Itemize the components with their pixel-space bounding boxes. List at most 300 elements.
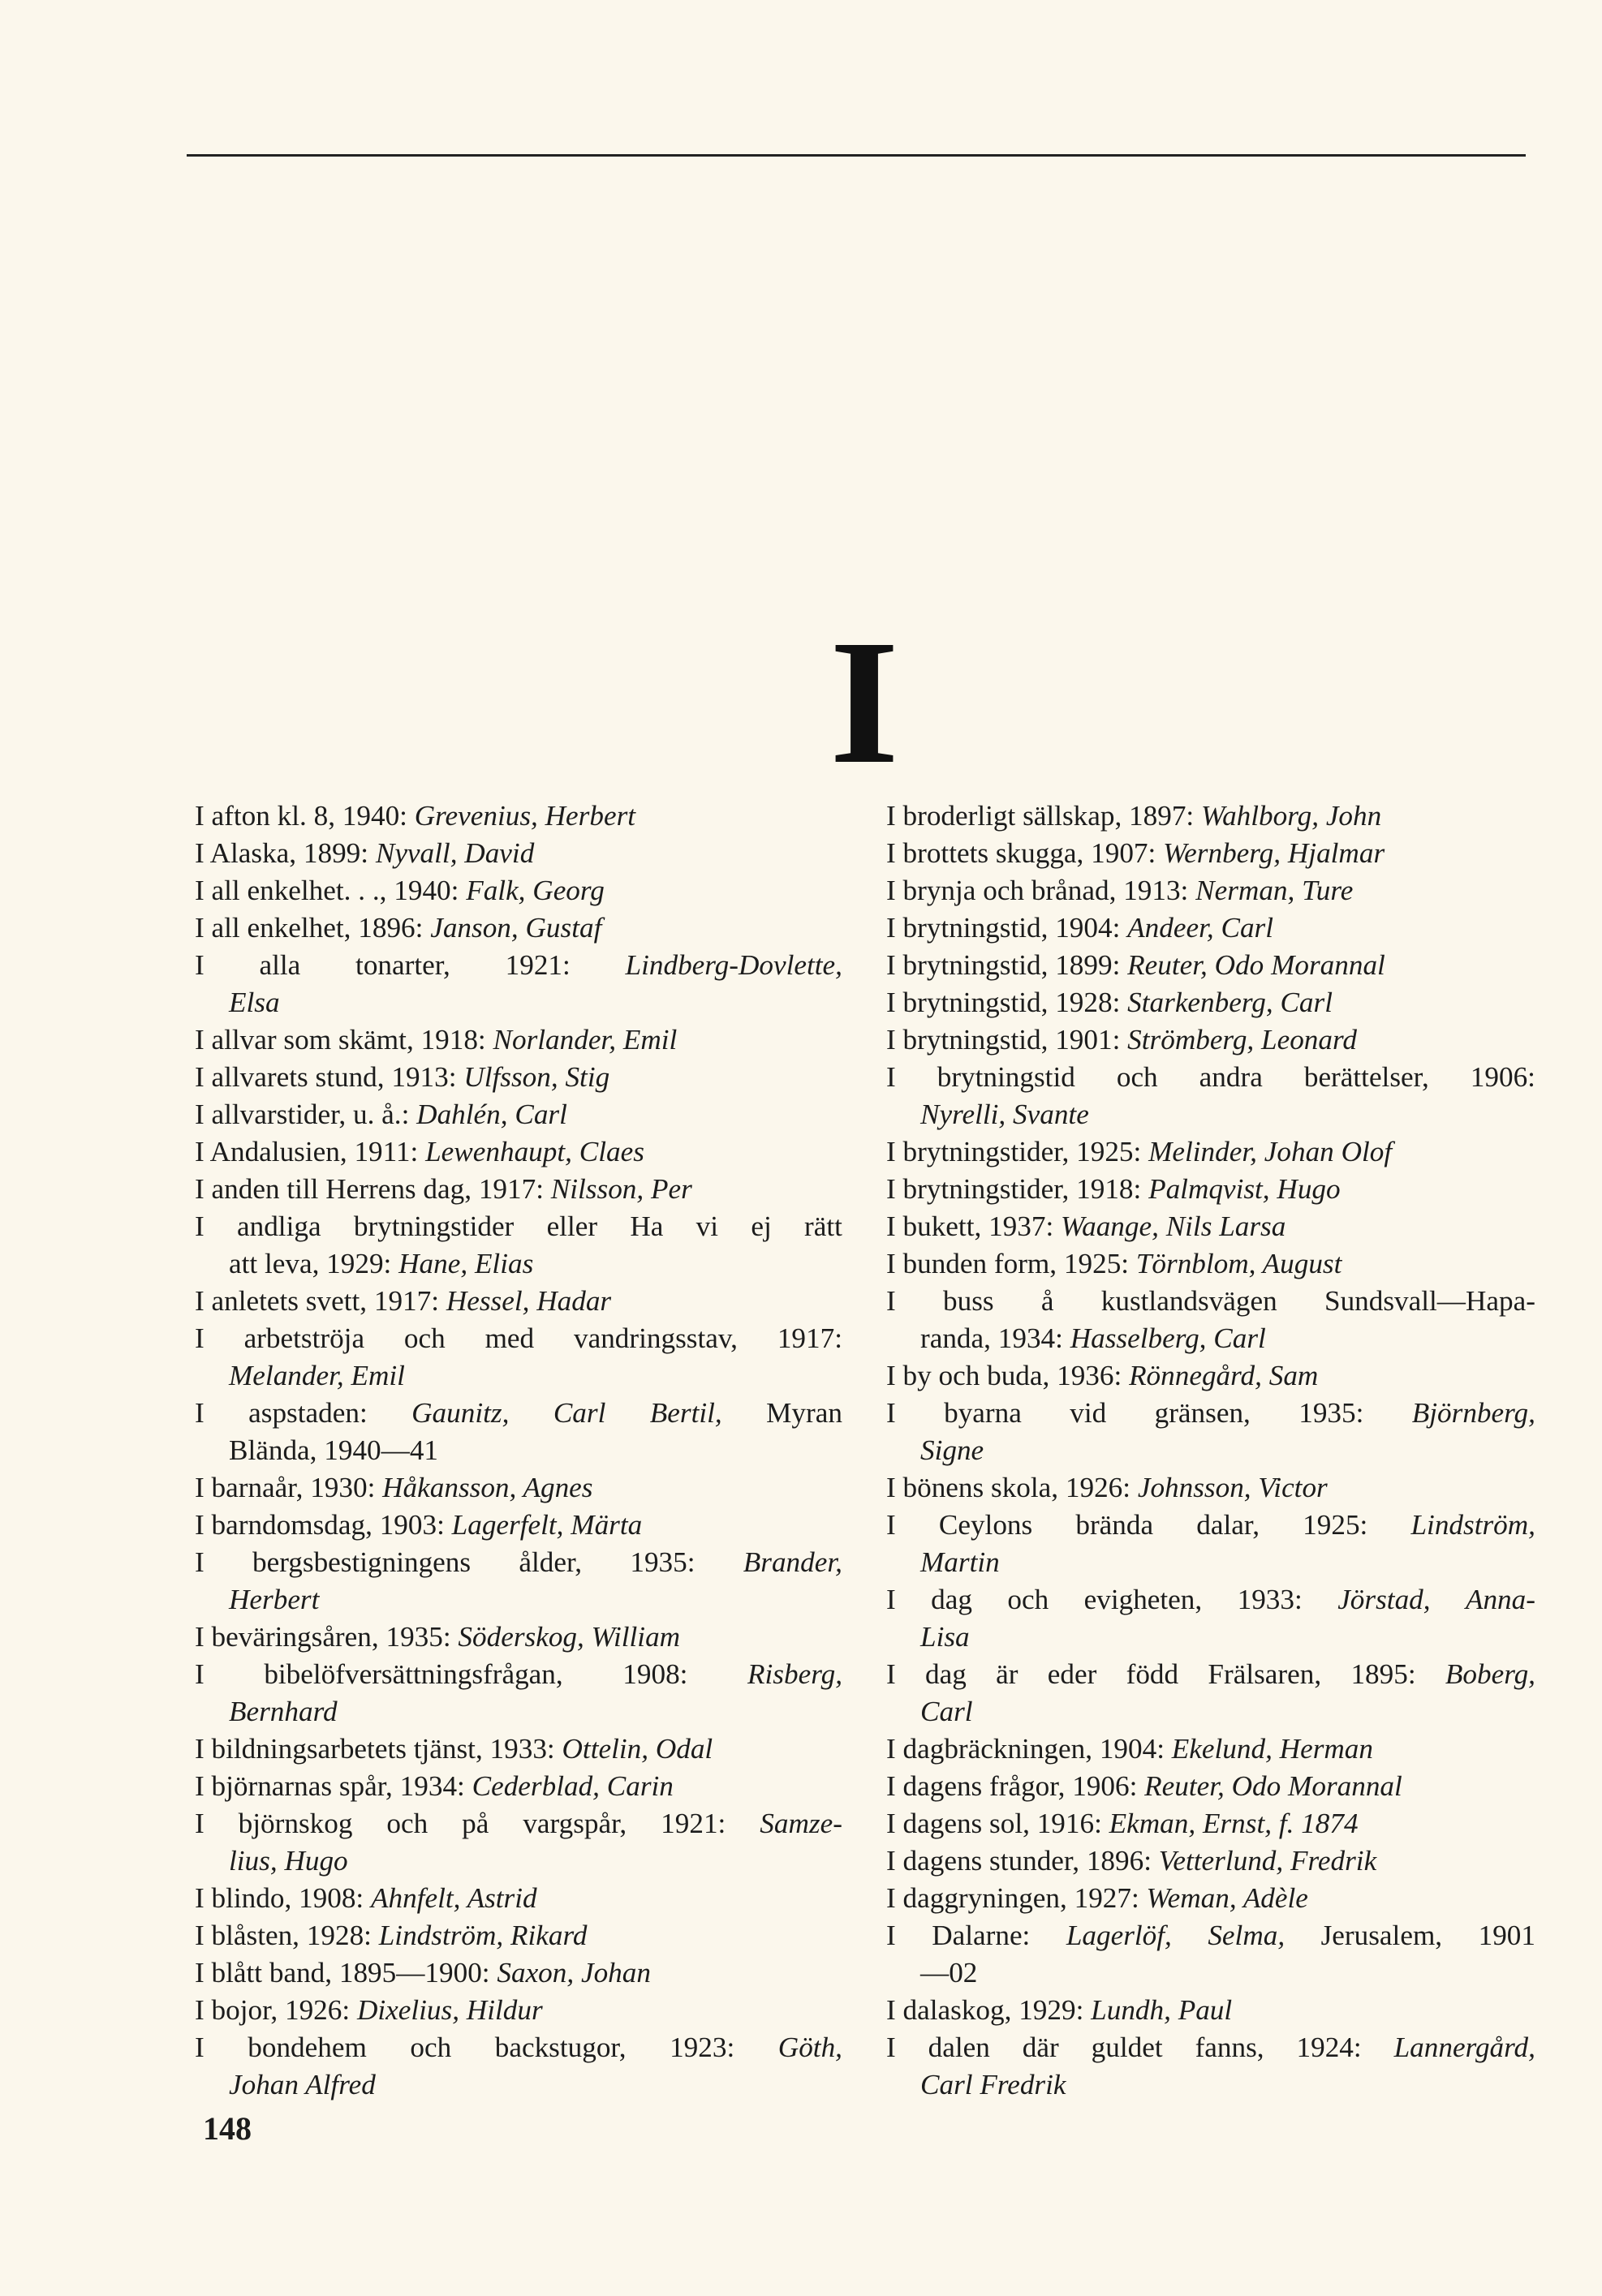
index-entry-line xyxy=(886,1021,1535,1059)
author-name: Saxon, xyxy=(497,1957,581,1989)
author-name: Carl xyxy=(1213,1322,1266,1354)
index-entry-line xyxy=(886,1432,1535,1469)
title-text: 1935: xyxy=(630,1546,695,1578)
title-text: bibelöfversättningsfrågan, xyxy=(264,1658,563,1690)
title-text: 1940: xyxy=(342,800,415,832)
author-name: Melinder, xyxy=(1148,1136,1264,1167)
index-entry-line xyxy=(195,1432,842,1469)
author-name: Bertil, xyxy=(649,1397,722,1429)
title-text: och xyxy=(1116,1061,1158,1093)
title-text: frågor, xyxy=(989,1770,1073,1802)
title-text: I xyxy=(886,1658,896,1690)
index-entry-line xyxy=(886,1693,1535,1731)
title-text: bunden xyxy=(902,1248,994,1279)
title-text: 1921: xyxy=(661,1808,726,1839)
index-entry-line xyxy=(886,1656,1535,1693)
author-name: Cederblad, xyxy=(472,1770,607,1802)
index-entry xyxy=(886,909,1535,947)
author-name: Andeer, xyxy=(1127,912,1221,944)
title-text: buss xyxy=(943,1285,994,1317)
title-text: 1899: xyxy=(1055,949,1128,981)
index-entry xyxy=(886,1917,1535,1992)
title-text: som xyxy=(283,1024,338,1056)
author-name: Ahnfelt, xyxy=(371,1882,467,1914)
title-text: dag, xyxy=(423,1173,479,1205)
index-entry xyxy=(195,1320,842,1395)
index-entry-line xyxy=(886,1171,1535,1208)
title-text: I xyxy=(195,1173,212,1205)
author-name: Törnblom, xyxy=(1135,1248,1263,1279)
author-name: Fredrik xyxy=(980,2069,1066,2100)
title-text: buda, xyxy=(987,1360,1057,1391)
title-text: aspstaden: xyxy=(248,1397,368,1429)
title-text: I xyxy=(195,949,205,981)
title-text: Myran xyxy=(766,1397,842,1429)
index-entry-line xyxy=(195,872,842,909)
index-entry-line xyxy=(886,1320,1535,1357)
index-entry-line xyxy=(195,1059,842,1096)
index-entry-line xyxy=(886,947,1535,984)
author-name: Märta xyxy=(571,1509,643,1541)
title-text: 1917: xyxy=(777,1322,842,1354)
author-name: Morannal xyxy=(1288,1770,1402,1802)
title-text: brända xyxy=(1075,1509,1154,1541)
title-text: berättelser, xyxy=(1303,1061,1429,1093)
index-entry xyxy=(886,1992,1535,2029)
index-entry xyxy=(886,1208,1535,1245)
title-text: bondehem xyxy=(248,2032,367,2063)
title-text: I xyxy=(195,1733,212,1765)
index-entry-line xyxy=(195,909,842,947)
index-entry xyxy=(195,1283,842,1320)
index-entry xyxy=(195,2029,842,2104)
title-text: Dalarne: xyxy=(932,1920,1031,1951)
title-text: 1906: xyxy=(1470,1061,1535,1093)
title-text: 1935: xyxy=(385,1621,459,1653)
title-text: 1924: xyxy=(1296,2032,1362,2063)
index-entry-line xyxy=(195,1619,842,1656)
author-name: Wernberg, xyxy=(1163,837,1288,869)
title-text: är xyxy=(996,1658,1018,1690)
title-text: 1904: xyxy=(1099,1733,1172,1765)
author-name: Rikard xyxy=(510,1920,588,1951)
title-text: 1913: xyxy=(391,1061,464,1093)
author-name: Herman xyxy=(1279,1733,1373,1765)
title-text: brytningstid, xyxy=(902,1024,1056,1056)
title-text: dagens xyxy=(902,1808,990,1839)
index-entry-line xyxy=(195,1544,842,1581)
author-name: Lagerlöf, xyxy=(1066,1920,1172,1951)
title-text: I xyxy=(195,1099,212,1130)
index-entry xyxy=(886,1395,1535,1469)
author-name: 1874 xyxy=(1301,1808,1359,1839)
title-text: 1896: xyxy=(1086,1845,1159,1877)
index-entry-line xyxy=(195,947,842,984)
title-text: I xyxy=(886,1770,903,1802)
author-name: Gaunitz, xyxy=(411,1397,510,1429)
title-text: tonarter, xyxy=(355,949,450,981)
author-name: Fredrik xyxy=(1290,1845,1377,1877)
title-text: I xyxy=(195,875,212,906)
author-name: Boberg, xyxy=(1445,1658,1535,1690)
index-entry xyxy=(886,1842,1535,1880)
index-entry xyxy=(886,1245,1535,1283)
title-text: 1896: xyxy=(358,912,431,944)
author-name: Carin xyxy=(606,1770,674,1802)
title-text: I xyxy=(195,1061,212,1093)
title-text: 1901: xyxy=(1055,1024,1128,1056)
title-text: ., xyxy=(372,875,394,906)
index-entry-line xyxy=(886,1469,1535,1507)
title-text: dalar, xyxy=(1196,1509,1260,1541)
author-name: Dixelius, xyxy=(356,1994,467,2026)
title-text: I xyxy=(886,837,903,869)
index-entry xyxy=(195,1208,842,1283)
author-name: Hjalmar xyxy=(1287,837,1385,869)
author-name: Hildur xyxy=(466,1994,543,2026)
author-name: Stig xyxy=(565,1061,610,1093)
title-text: vi xyxy=(695,1210,719,1242)
author-name: Håkansson, xyxy=(382,1472,523,1503)
index-entry xyxy=(195,1133,842,1171)
author-name: Gustaf xyxy=(525,912,602,944)
author-name: Weman, xyxy=(1146,1882,1243,1914)
title-text: I xyxy=(195,1621,212,1653)
title-text: I xyxy=(195,1546,205,1578)
title-text: I xyxy=(195,1322,205,1354)
author-name: Bernhard xyxy=(229,1696,338,1727)
index-entry xyxy=(886,1581,1535,1656)
title-text: Jerusalem, xyxy=(1320,1920,1443,1951)
title-text: I xyxy=(886,949,903,981)
index-entry xyxy=(195,1768,842,1805)
title-text: brytningstid, xyxy=(902,912,1056,944)
index-column-right xyxy=(886,798,1535,2104)
index-entry-line xyxy=(886,1208,1535,1245)
index-entry xyxy=(886,1133,1535,1171)
author-name: Leonard xyxy=(1261,1024,1357,1056)
index-entry-line xyxy=(195,1133,842,1171)
author-name: Nilsson, xyxy=(550,1173,651,1205)
index-entry-line xyxy=(886,1842,1535,1880)
title-text: all xyxy=(211,912,248,944)
title-text: brynja xyxy=(902,875,984,906)
index-entry xyxy=(886,1507,1535,1581)
author-name: Martin xyxy=(920,1546,1000,1578)
title-text: ålder, xyxy=(519,1546,583,1578)
title-text: Frälsaren, xyxy=(1208,1658,1322,1690)
title-text: 1936: xyxy=(1057,1360,1130,1391)
title-text: I xyxy=(195,837,210,869)
title-text: 1929: xyxy=(1018,1994,1092,2026)
title-text: allvarets xyxy=(211,1061,316,1093)
index-entry-line xyxy=(195,1021,842,1059)
title-text: evigheten, xyxy=(1083,1584,1203,1615)
author-name: John xyxy=(1325,800,1382,832)
title-text: sällskap, xyxy=(1023,800,1130,832)
title-text: anletets xyxy=(211,1285,306,1317)
title-text: bergsbestigningens xyxy=(252,1546,472,1578)
title-text: alla xyxy=(259,949,301,981)
index-entry-line xyxy=(195,1320,842,1357)
title-text: andliga xyxy=(237,1210,321,1242)
title-text: 1901 xyxy=(1478,1920,1535,1951)
title-text: leva, xyxy=(264,1248,327,1279)
title-text: född xyxy=(1126,1658,1179,1690)
title-text: vid xyxy=(1070,1397,1107,1429)
author-name: Larsa xyxy=(1219,1210,1286,1242)
title-text: I xyxy=(886,1285,896,1317)
title-text: med xyxy=(484,1322,535,1354)
title-text: I xyxy=(886,1397,896,1429)
title-text: spår, xyxy=(338,1770,400,1802)
author-name: Carl xyxy=(1280,987,1333,1018)
title-text: I xyxy=(886,1733,903,1765)
title-text: 1918: xyxy=(1076,1173,1149,1205)
author-name: Wahlborg, xyxy=(1201,800,1326,832)
title-text: anden xyxy=(211,1173,287,1205)
author-name: Paul xyxy=(1178,1994,1233,2026)
author-name: Adèle xyxy=(1242,1882,1308,1914)
author-name: Carl xyxy=(920,1696,973,1727)
index-entry-line xyxy=(886,798,1535,835)
index-entry xyxy=(195,1619,842,1656)
title-text: I xyxy=(886,1136,903,1167)
author-name: Nerman, xyxy=(1195,875,1303,906)
index-entry xyxy=(195,909,842,947)
author-name: Lannergård, xyxy=(1393,2032,1535,2063)
title-text: tjänst, xyxy=(413,1733,490,1765)
author-name: Per xyxy=(650,1173,692,1205)
title-text: I xyxy=(195,912,212,944)
title-text: eder xyxy=(1047,1658,1097,1690)
author-name: Falk, xyxy=(466,875,533,906)
title-text: och xyxy=(1007,1584,1049,1615)
title-text: I xyxy=(886,987,903,1018)
index-entry xyxy=(195,1656,842,1731)
title-text: 8, xyxy=(313,800,342,832)
title-text: 1917: xyxy=(478,1173,551,1205)
title-text: barnaår, xyxy=(211,1472,311,1503)
title-text: 1934: xyxy=(399,1770,472,1802)
author-name: Hugo xyxy=(1277,1173,1341,1205)
author-name: Ekelund, xyxy=(1171,1733,1280,1765)
title-text: enkelhet. xyxy=(247,875,359,906)
author-name: Ture xyxy=(1302,875,1354,906)
author-name: Ekman, xyxy=(1109,1808,1203,1839)
author-name: Ernst, xyxy=(1202,1808,1279,1839)
title-text: eller xyxy=(546,1210,598,1242)
author-name: William xyxy=(591,1621,681,1653)
title-text: 1908: xyxy=(622,1658,688,1690)
title-text: guldet xyxy=(1091,2032,1163,2063)
author-name: Emil xyxy=(351,1360,405,1391)
index-entry-line xyxy=(886,1768,1535,1805)
author-name: Lindström, xyxy=(1410,1509,1535,1541)
author-name: Carl xyxy=(515,1099,567,1130)
index-entry xyxy=(886,1805,1535,1842)
index-entry-line xyxy=(886,1917,1535,1954)
author-name: Jörstad, xyxy=(1337,1584,1431,1615)
index-entry xyxy=(195,947,842,1021)
title-text: I xyxy=(195,1808,205,1839)
title-text: u. xyxy=(352,1099,382,1130)
author-name: Svante xyxy=(1013,1099,1089,1130)
title-text: stunder, xyxy=(989,1845,1087,1877)
index-entry-line xyxy=(886,1395,1535,1432)
author-name: Carl xyxy=(553,1397,606,1429)
author-name: Lewenhaupt, xyxy=(425,1136,579,1167)
author-name: Herbert xyxy=(229,1584,320,1615)
index-entry-line xyxy=(886,1992,1535,2029)
title-text: I xyxy=(886,1248,903,1279)
index-entry-line xyxy=(195,1469,842,1507)
author-name: Lisa xyxy=(920,1621,970,1653)
author-name: Björnberg, xyxy=(1411,1397,1535,1429)
title-text: skola, xyxy=(991,1472,1066,1503)
title-text: 1906: xyxy=(1072,1770,1145,1802)
index-entry-line xyxy=(195,1768,842,1805)
title-text: björnskog xyxy=(238,1808,353,1839)
index-entry xyxy=(886,1059,1535,1133)
author-name: Norlander, xyxy=(493,1024,623,1056)
title-text: bojor, xyxy=(211,1994,285,2026)
index-entry-line xyxy=(886,1357,1535,1395)
author-name: f. xyxy=(1278,1808,1302,1839)
title-text: och xyxy=(403,1322,446,1354)
title-text: dalen xyxy=(928,2032,990,2063)
title-text: 1904: xyxy=(1055,912,1128,944)
index-entry-line xyxy=(886,1507,1535,1544)
author-name: Odo xyxy=(1214,949,1272,981)
title-text: broderligt xyxy=(902,800,1023,832)
index-entry xyxy=(886,1357,1535,1395)
title-text: björnarnas xyxy=(211,1770,339,1802)
title-text: I xyxy=(195,1285,212,1317)
index-entry-line xyxy=(195,1208,842,1245)
index-entry xyxy=(886,2029,1535,2104)
author-name: Göth, xyxy=(777,2032,842,2063)
title-text: 1926: xyxy=(1065,1472,1138,1503)
index-entry xyxy=(195,1059,842,1096)
title-text: I xyxy=(886,1024,903,1056)
title-text: Ha xyxy=(630,1210,664,1242)
title-text: 1916: xyxy=(1036,1808,1109,1839)
title-text: 1925: xyxy=(1063,1248,1136,1279)
index-entry xyxy=(886,835,1535,872)
title-text: andra xyxy=(1199,1061,1263,1093)
title-text: randa, xyxy=(920,1322,998,1354)
title-text: I xyxy=(195,1024,212,1056)
title-text: by xyxy=(902,1360,939,1391)
title-text: på xyxy=(462,1808,489,1839)
author-name: Nils xyxy=(1165,1210,1220,1242)
index-entry-line xyxy=(195,1805,842,1842)
title-text: 1928: xyxy=(306,1920,379,1951)
author-name: Waange, xyxy=(1061,1210,1166,1242)
index-entry-line xyxy=(195,1245,842,1283)
title-text: I xyxy=(195,1882,212,1914)
index-entry xyxy=(195,1021,842,1059)
index-entry-line xyxy=(886,1133,1535,1171)
title-text: allvarstider, xyxy=(211,1099,353,1130)
index-entry-line xyxy=(195,1656,842,1693)
author-name: Johan xyxy=(1264,1136,1341,1167)
title-text: 1895: xyxy=(1350,1658,1416,1690)
index-entry-line xyxy=(886,1581,1535,1619)
index-entry-line xyxy=(195,1096,842,1133)
author-name: Morannal xyxy=(1271,949,1385,981)
title-text: 1940: xyxy=(394,875,467,906)
title-text: kustlandsvägen xyxy=(1100,1285,1277,1317)
title-text: stund, xyxy=(315,1061,392,1093)
title-text: enkelhet, xyxy=(247,912,359,944)
index-entry-line xyxy=(195,1880,842,1917)
title-text: 1895—1900: xyxy=(338,1957,497,1989)
title-text: 1918: xyxy=(420,1024,493,1056)
title-text: I xyxy=(886,912,903,944)
author-name: Reuter, xyxy=(1127,949,1215,981)
title-text: I xyxy=(886,1808,903,1839)
author-name: Herbert xyxy=(545,800,636,832)
index-entry xyxy=(886,798,1535,835)
title-text: 1933: xyxy=(489,1733,562,1765)
title-text: 1903: xyxy=(379,1509,452,1541)
author-name: Claes xyxy=(579,1136,644,1167)
title-text: 1925: xyxy=(1076,1136,1149,1167)
index-entry-line xyxy=(886,909,1535,947)
title-text: dagbräckningen, xyxy=(902,1733,1100,1765)
title-text: I xyxy=(195,2032,205,2063)
title-text: I xyxy=(886,1584,896,1615)
author-name: Anna- xyxy=(1465,1584,1535,1615)
index-entry xyxy=(195,1954,842,1992)
title-text: I xyxy=(195,1509,212,1541)
author-name: Johnsson, xyxy=(1137,1472,1259,1503)
author-name: Rönnegård, xyxy=(1129,1360,1269,1391)
title-text: daggryningen, xyxy=(902,1882,1074,1914)
title-text: dagens xyxy=(902,1845,990,1877)
title-text: byarna xyxy=(944,1397,1022,1429)
title-text: 1930: xyxy=(310,1472,383,1503)
author-name: Elias xyxy=(474,1248,534,1279)
title-text: I xyxy=(195,1957,212,1989)
author-name: David xyxy=(464,837,535,869)
author-name: Emil xyxy=(622,1024,678,1056)
author-name: lius, xyxy=(229,1845,285,1877)
title-text: 1908: xyxy=(299,1882,371,1914)
title-text: 1923: xyxy=(670,2032,735,2063)
title-text: blindo, xyxy=(211,1882,299,1914)
title-text: brånad, xyxy=(1031,875,1124,906)
index-entry-line xyxy=(195,1283,842,1320)
title-text: 1913: xyxy=(1123,875,1196,906)
title-text: Blända, xyxy=(229,1434,325,1466)
index-entry xyxy=(195,1544,842,1619)
index-entry-line xyxy=(195,1842,842,1880)
author-name: Grevenius, xyxy=(414,800,545,832)
title-text: band, xyxy=(269,1957,339,1989)
title-text: där xyxy=(1022,2032,1059,2063)
header-rule xyxy=(187,154,1526,157)
index-entry xyxy=(886,1731,1535,1768)
title-text: kl. xyxy=(277,800,314,832)
title-text: brytningstid, xyxy=(902,987,1056,1018)
index-entry-line xyxy=(195,1357,842,1395)
title-text: I xyxy=(195,800,212,832)
index-entry xyxy=(886,984,1535,1021)
author-name: Hadar xyxy=(536,1285,612,1317)
